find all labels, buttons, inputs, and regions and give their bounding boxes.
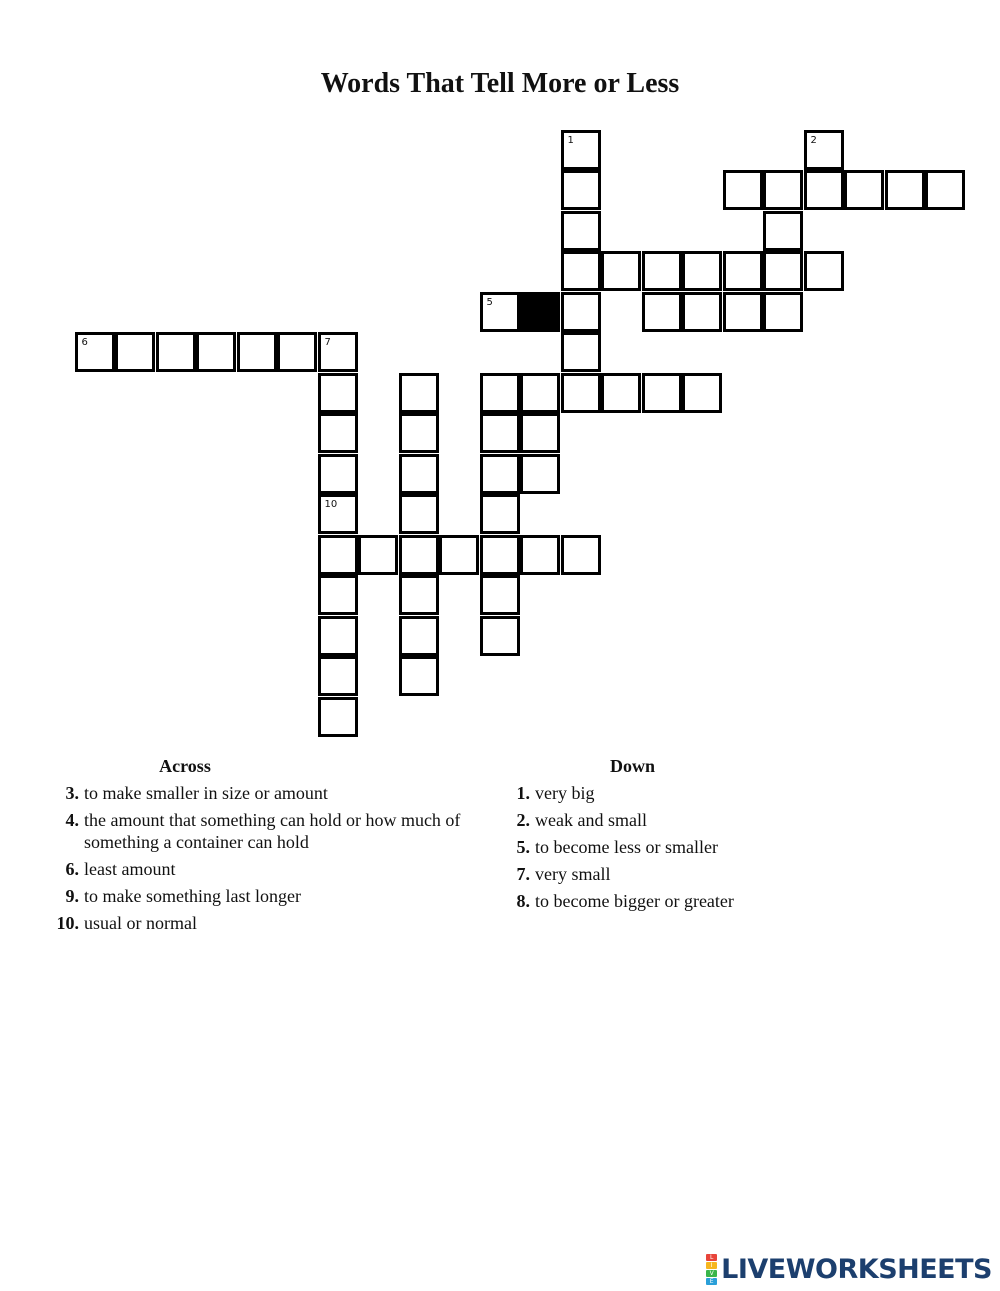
clue-text: very small [535, 864, 611, 884]
clue-number-label: 6. [65, 859, 79, 879]
clue-number-label: 2. [516, 810, 530, 830]
clue-number-label: 7. [516, 864, 530, 884]
grid-cell[interactable] [601, 251, 641, 291]
liveworksheets-logo [706, 1252, 992, 1286]
grid-cell[interactable] [763, 292, 803, 332]
grid-cell[interactable] [480, 413, 520, 453]
grid-cell[interactable] [318, 454, 358, 494]
grid-cell[interactable] [925, 170, 965, 210]
across-clue [65, 782, 484, 804]
grid-cell[interactable] [318, 413, 358, 453]
grid-cell[interactable] [561, 211, 601, 251]
down-heading: Down [609, 756, 655, 776]
grid-cell[interactable] [237, 332, 277, 372]
clue-number-label: 4. [65, 810, 79, 830]
clue-text: least amount [84, 859, 176, 879]
across-clue [65, 858, 484, 880]
down-clue [516, 782, 835, 804]
grid-cell[interactable] [75, 332, 115, 372]
black-square [520, 292, 560, 332]
clue-number: 2 [810, 134, 817, 146]
grid-cell[interactable] [763, 251, 803, 291]
clue-number: 10 [324, 499, 338, 510]
grid-cell[interactable] [399, 535, 439, 575]
clue-text: the amount that something can hold or how much of something a container can hold [84, 810, 461, 852]
clue-number: 5 [486, 296, 493, 308]
grid-cell[interactable] [561, 251, 601, 291]
logo-blocks-icon [706, 1254, 717, 1285]
grid-cell[interactable] [480, 575, 520, 615]
grid-cell[interactable] [480, 373, 520, 413]
grid-cell[interactable] [318, 373, 358, 413]
grid-cell[interactable] [561, 292, 601, 332]
clue-number-label: 5. [516, 837, 530, 857]
down-clue [516, 836, 835, 858]
clue-text: usual or normal [84, 913, 197, 933]
across-heading: Across [159, 756, 211, 776]
grid-cell[interactable] [561, 373, 601, 413]
grid-cell[interactable] [885, 170, 925, 210]
grid-cell[interactable] [318, 616, 358, 656]
across-clue [65, 885, 484, 907]
clue-number: 7 [324, 337, 331, 348]
grid-cell[interactable] [399, 413, 439, 453]
clue-number: 1 [567, 134, 574, 146]
grid-cell[interactable] [723, 251, 763, 291]
across-clues [56, 755, 484, 939]
clue-number-label: 1. [516, 783, 530, 803]
grid-cell[interactable] [520, 373, 560, 413]
grid-cell[interactable] [318, 535, 358, 575]
grid-cell[interactable] [520, 413, 560, 453]
clue-number-label: 3. [65, 783, 79, 803]
grid-cell[interactable] [682, 373, 722, 413]
page-title: Words That Tell More or Less [320, 68, 680, 99]
grid-cell[interactable] [115, 332, 155, 372]
grid-cell[interactable] [399, 656, 439, 696]
grid-cell[interactable] [601, 373, 641, 413]
grid-cell[interactable] [804, 130, 844, 170]
logo-text: LIVEWORKSHEETS [721, 1253, 992, 1285]
grid-cell[interactable] [399, 616, 439, 656]
clue-text: to become bigger or greater [535, 891, 734, 911]
clue-number-label: 9. [65, 886, 79, 906]
grid-cell[interactable] [480, 616, 520, 656]
grid-cell[interactable] [318, 656, 358, 696]
across-clue [56, 912, 484, 934]
grid-cell[interactable] [642, 292, 682, 332]
logo-block: L [706, 1254, 717, 1261]
grid-cell[interactable] [318, 697, 358, 737]
grid-cell [480, 292, 520, 332]
grid-cell[interactable] [480, 494, 520, 534]
across-clue [65, 809, 484, 853]
clue-number-label: 8. [516, 891, 530, 911]
grid-cell[interactable] [561, 130, 601, 170]
grid-cell[interactable] [399, 373, 439, 413]
clue-text: weak and small [535, 810, 647, 830]
grid-cell[interactable] [318, 575, 358, 615]
grid-cell[interactable] [804, 251, 844, 291]
grid-cell[interactable] [480, 454, 520, 494]
grid-cell[interactable] [561, 535, 601, 575]
grid-cell[interactable] [196, 332, 236, 372]
grid-cell[interactable] [804, 170, 844, 210]
grid-cell[interactable] [763, 211, 803, 251]
grid-cell[interactable] [318, 494, 358, 534]
down-clue [516, 809, 835, 831]
grid-cell[interactable] [156, 332, 196, 372]
grid-cell[interactable] [723, 170, 763, 210]
grid-cell[interactable] [318, 332, 358, 372]
grid-cell[interactable] [399, 454, 439, 494]
grid-cell[interactable] [439, 535, 479, 575]
grid-cell[interactable] [682, 251, 722, 291]
grid-cell[interactable] [399, 575, 439, 615]
grid-cell[interactable] [642, 373, 682, 413]
grid-cell[interactable] [277, 332, 317, 372]
grid-cell[interactable] [682, 292, 722, 332]
clue-text: to become less or smaller [535, 837, 718, 857]
down-clues [516, 755, 835, 917]
down-clue [516, 863, 835, 885]
grid-cell[interactable] [358, 535, 398, 575]
grid-cell[interactable] [763, 170, 803, 210]
clue-number-label: 10. [56, 913, 79, 933]
grid-cell[interactable] [642, 251, 682, 291]
grid-cell[interactable] [480, 535, 520, 575]
grid-cell[interactable] [561, 170, 601, 210]
logo-block: I [706, 1262, 717, 1269]
grid-cell[interactable] [723, 292, 763, 332]
grid-cell[interactable] [561, 332, 601, 372]
clue-number: 6 [81, 337, 88, 348]
grid-cell[interactable] [520, 535, 560, 575]
grid-cell[interactable] [844, 170, 884, 210]
grid-cell[interactable] [399, 494, 439, 534]
logo-block: V [706, 1270, 717, 1277]
down-clue [516, 890, 835, 912]
clue-text: to make smaller in size or amount [84, 783, 328, 803]
clue-text: very big [535, 783, 595, 803]
clue-text: to make something last longer [84, 886, 301, 906]
logo-block: E [706, 1278, 717, 1285]
grid-cell[interactable] [520, 454, 560, 494]
